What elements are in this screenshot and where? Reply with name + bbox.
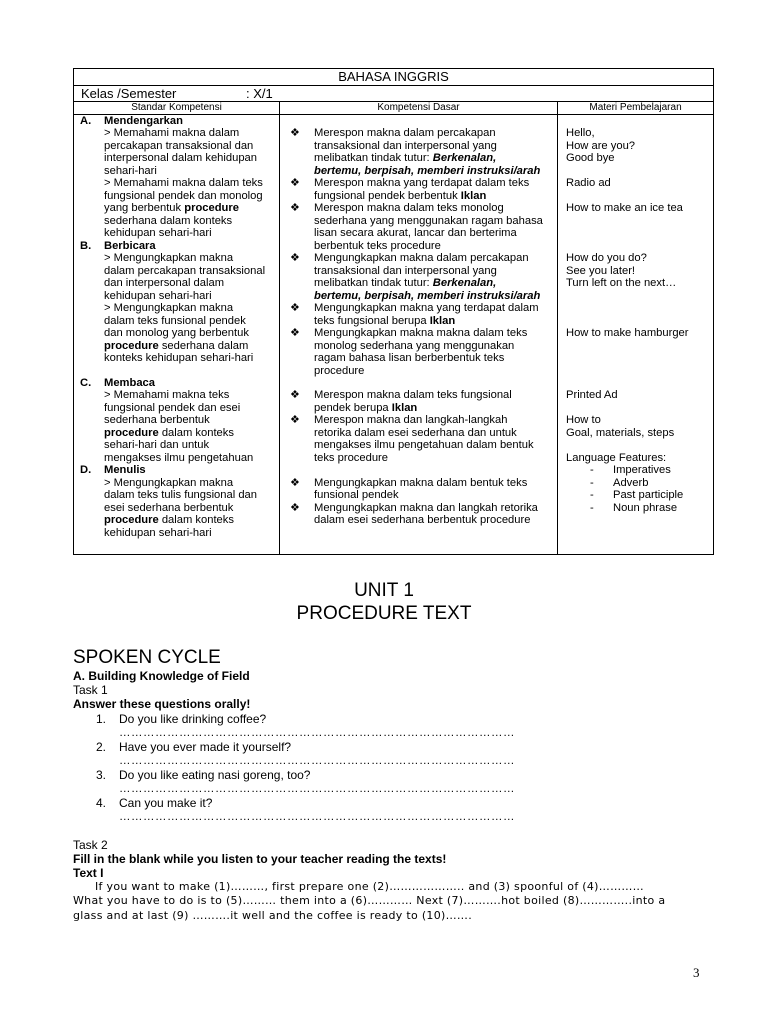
kd-line: lisan secara akurat, lancar dan berterima <box>314 227 517 239</box>
question-text: Have you ever made it yourself? <box>119 740 292 754</box>
feature-item: Past participle <box>613 489 684 501</box>
table-title: BAHASA INGGRIS <box>74 69 713 86</box>
kd-line <box>314 152 496 165</box>
mp-line: Printed Ad <box>566 389 618 401</box>
table-body-row <box>74 115 713 554</box>
diamond-bullet-icon: ❖ <box>290 252 300 264</box>
mp-line: Hello, <box>566 127 595 139</box>
sk-text: dalam konteks <box>158 427 234 439</box>
mp-line: Turn left on the next… <box>566 277 677 289</box>
diamond-bullet-icon: ❖ <box>290 127 300 139</box>
task1-instruction: Answer these questions orally! <box>73 697 251 711</box>
table-header-row <box>74 102 713 115</box>
kd-line: Merespon makna yang terdapat dalam teks <box>314 177 530 189</box>
task2-instruction: Fill in the blank while you listen to your teacher reading the texts! <box>73 852 447 866</box>
sk-a1-line: percakapan transaksional dan <box>104 140 254 152</box>
sk-bold-procedure: procedure <box>184 202 239 214</box>
fill-blank-paragraph-line: What you have to do is to (5)……… them into a (6)………… Next (7)……….hot boiled (8)…………..into a <box>73 894 666 907</box>
sk-b2-line <box>104 340 248 353</box>
sk-a2-line: sederhana dalam konteks <box>104 215 233 227</box>
dash-bullet: - <box>590 464 594 476</box>
kd-line: teks procedure <box>314 452 389 464</box>
sk-bold-procedure: procedure <box>104 427 159 439</box>
kd-line: Merespon makna dan langkah-langkah <box>314 414 508 426</box>
kd-line <box>314 315 455 328</box>
mp-line: See you later! <box>566 265 636 277</box>
kd-line: berbentuk teks procedure <box>314 240 441 252</box>
header-materi-pembelajaran: Materi Pembelajaran <box>589 102 682 113</box>
kd-line: Mengungkapkan makna dalam bentuk teks <box>314 477 528 489</box>
diamond-bullet-icon: ❖ <box>290 389 300 401</box>
sk-c1-line <box>104 427 234 440</box>
sk-a1-line: sehari-hari <box>104 165 157 177</box>
syllabus-table <box>73 68 714 555</box>
sk-d-label: D. <box>80 464 92 476</box>
kd-bold-iklan: Iklan <box>391 402 418 414</box>
question-text: Do you like eating nasi goreng, too? <box>119 768 311 782</box>
kd-line: Mengungkapkan makna dalam percakapan <box>314 252 529 264</box>
kd-text: pendek berupa <box>314 402 392 414</box>
kd-line: retorika dalam esei sederhana dan untuk <box>314 427 517 439</box>
header-standar-kompetensi: Standar Kompetensi <box>74 102 280 114</box>
sk-b1-line: kehidupan sehari-hari <box>104 290 212 302</box>
sk-b1-line: dalam percakapan transaksional <box>104 265 266 277</box>
mp-line: Radio ad <box>566 177 611 189</box>
feature-item: Adverb <box>613 477 649 489</box>
sk-text: dalam konteks <box>158 514 234 526</box>
diamond-bullet-icon: ❖ <box>290 477 300 489</box>
kd-line: funsional pendek <box>314 489 399 501</box>
sk-d1-line <box>104 514 234 527</box>
header-kompetensi-dasar: Kompetensi Dasar <box>280 102 558 114</box>
sk-c1-line: sehari-hari dan untuk <box>104 439 210 451</box>
kd-bold-italic: Berkenalan, <box>432 152 497 164</box>
sk-d1-line: kehidupan sehari-hari <box>104 527 212 539</box>
sk-a2-line <box>104 202 239 215</box>
task2-label: Task 2 <box>73 838 108 852</box>
kelas-label: Kelas /Semester <box>81 86 177 101</box>
kd-line: Mengungkapkan makna makna dalam teks <box>314 327 528 339</box>
sk-c1-line: sederhana berbentuk <box>104 414 210 426</box>
unit-title: PROCEDURE TEXT <box>296 603 472 624</box>
kd-line: transaksional dan interpersonal yang <box>314 265 497 277</box>
question-number: 4. <box>96 796 107 810</box>
sk-a-label: A. <box>80 115 92 127</box>
kd-text: teks fungsional berupa <box>314 315 430 327</box>
kd-line: transaksional dan interpersonal yang <box>314 140 497 152</box>
unit-number: UNIT 1 <box>354 580 414 601</box>
sk-b2-line: konteks kehidupan sehari-hari <box>104 352 254 364</box>
kd-bold-iklan: Iklan <box>460 190 487 202</box>
kd-line: sederhana yang menggunakan ragam bahasa <box>314 215 543 227</box>
sk-d1-line: dalam teks tulis fungsional dan <box>104 489 257 501</box>
kd-line: Merespon makna dalam percakapan <box>314 127 496 139</box>
sk-a2-line: fungsional pendek dan monolog <box>104 190 263 202</box>
kd-line: mengakses ilmu pengetahuan dalam bentuk <box>314 439 534 451</box>
sk-a-title: Mendengarkan <box>104 115 183 127</box>
dash-bullet: - <box>590 502 594 514</box>
sk-c1-line: > Memahami makna teks <box>104 389 230 401</box>
mp-line: How are you? <box>566 140 636 152</box>
diamond-bullet-icon: ❖ <box>290 177 300 189</box>
question-number: 1. <box>96 712 107 726</box>
sk-bold-procedure: procedure <box>104 340 159 352</box>
sk-d1-line: > Mengungkapkan makna <box>104 477 234 489</box>
sk-b1-line: > Mengungkapkan makna <box>104 252 234 264</box>
sk-b2-line: dan monolog yang berbentuk <box>104 327 249 339</box>
kd-text: melibatkan tindak tutur: <box>314 277 433 289</box>
diamond-bullet-icon: ❖ <box>290 202 300 214</box>
dash-bullet: - <box>590 489 594 501</box>
kd-line: bertemu, berpisah, memberi instruksi/arah <box>314 165 541 177</box>
kd-line <box>314 277 496 290</box>
sk-b2-line: > Mengungkapkan makna <box>104 302 234 314</box>
kd-line: ragam bahasa lisan berberbentuk teks <box>314 352 505 364</box>
answer-line[interactable]: ……………………………………………………………………………………… <box>119 811 515 823</box>
answer-line[interactable]: ……………………………………………………………………………………… <box>119 727 515 739</box>
kd-bold-iklan: Iklan <box>429 315 456 327</box>
kd-line <box>314 190 486 203</box>
sk-c-title: Membaca <box>104 377 155 389</box>
kompetensi-dasar-column <box>280 115 558 554</box>
sk-a2-line: > Memahami makna dalam teks <box>104 177 263 189</box>
sk-c1-line: fungsional pendek dan esei <box>104 402 241 414</box>
question-number: 3. <box>96 768 107 782</box>
sk-b2-line: dalam teks funsional pendek <box>104 315 246 327</box>
sk-a2-line: kehidupan sehari-hari <box>104 227 212 239</box>
sk-b1-line: dan interpersonal dalam <box>104 277 225 289</box>
sk-b-label: B. <box>80 240 92 252</box>
fill-blank-paragraph-line: If you want to make (1)………, first prepare one (2)……………….. and (3) spoonful of (4)………… <box>95 880 644 893</box>
kd-line: bertemu, berpisah, memberi instruksi/arah <box>314 290 541 302</box>
fill-blank-paragraph-line: glass and at last (9) ……….it well and the coffee is ready to (10)……. <box>73 909 473 922</box>
kd-line: procedure <box>314 365 365 377</box>
standar-kompetensi-column <box>74 115 280 554</box>
mp-line: How do you do? <box>566 252 647 264</box>
kd-line: Merespon makna dalam teks fungsional <box>314 389 512 401</box>
mp-line: Goal, materials, steps <box>566 427 675 439</box>
diamond-bullet-icon: ❖ <box>290 502 300 514</box>
feature-item: Noun phrase <box>613 502 678 514</box>
sk-a1-line: > Memahami makna dalam <box>104 127 240 139</box>
mp-line: How to make an ice tea <box>566 202 683 214</box>
answer-line[interactable]: ……………………………………………………………………………………… <box>119 783 515 795</box>
sk-d-title: Menulis <box>104 464 146 476</box>
kd-text: melibatkan tindak tutur: <box>314 152 433 164</box>
sk-c1-line: mengakses ilmu pengetahuan <box>104 452 254 464</box>
diamond-bullet-icon: ❖ <box>290 302 300 314</box>
feature-item: Imperatives <box>613 464 671 476</box>
answer-line[interactable]: ……………………………………………………………………………………… <box>119 755 515 767</box>
kd-line: monolog sederhana yang menggunakan <box>314 340 515 352</box>
question-text: Can you make it? <box>119 796 213 810</box>
mp-line: Good bye <box>566 152 615 164</box>
sk-b-title: Berbicara <box>104 240 156 252</box>
kd-line: dalam esei sederhana berbentuk procedure <box>314 514 531 526</box>
mp-line: How to make hamburger <box>566 327 689 339</box>
dash-bullet: - <box>590 477 594 489</box>
section-heading: A. Building Knowledge of Field <box>73 669 250 683</box>
mp-line: Language Features: <box>566 452 667 464</box>
kd-line: Mengungkapkan makna dan langkah retorika <box>314 502 538 514</box>
kd-line: Mengungkapkan makna yang terdapat dalam <box>314 302 539 314</box>
kelas-value: : X/1 <box>246 86 273 101</box>
sk-d1-line: esei sederhana berbentuk <box>104 502 234 514</box>
sk-text: yang berbentuk <box>104 202 185 214</box>
task1-label: Task 1 <box>73 683 108 697</box>
sk-text: sederhana dalam <box>158 340 249 352</box>
kd-line <box>314 402 417 415</box>
kd-text: fungsional pendek berbentuk <box>314 190 461 202</box>
diamond-bullet-icon: ❖ <box>290 327 300 339</box>
question-number: 2. <box>96 740 107 754</box>
kd-line: Merespon makna dalam teks monolog <box>314 202 504 214</box>
materi-pembelajaran-column <box>558 115 713 554</box>
spoken-cycle-heading: SPOKEN CYCLE <box>73 647 221 668</box>
mp-line: How to <box>566 414 601 426</box>
sk-a1-line: interpersonal dalam kehidupan <box>104 152 257 164</box>
text-label: Text I <box>73 866 104 880</box>
kd-bold-italic: Berkenalan, <box>432 277 497 289</box>
page-number: 3 <box>693 965 700 980</box>
kelas-row <box>74 86 713 102</box>
diamond-bullet-icon: ❖ <box>290 414 300 426</box>
sk-bold-procedure: procedure <box>104 514 159 526</box>
question-text: Do you like drinking coffee? <box>119 712 267 726</box>
sk-c-label: C. <box>80 377 92 389</box>
